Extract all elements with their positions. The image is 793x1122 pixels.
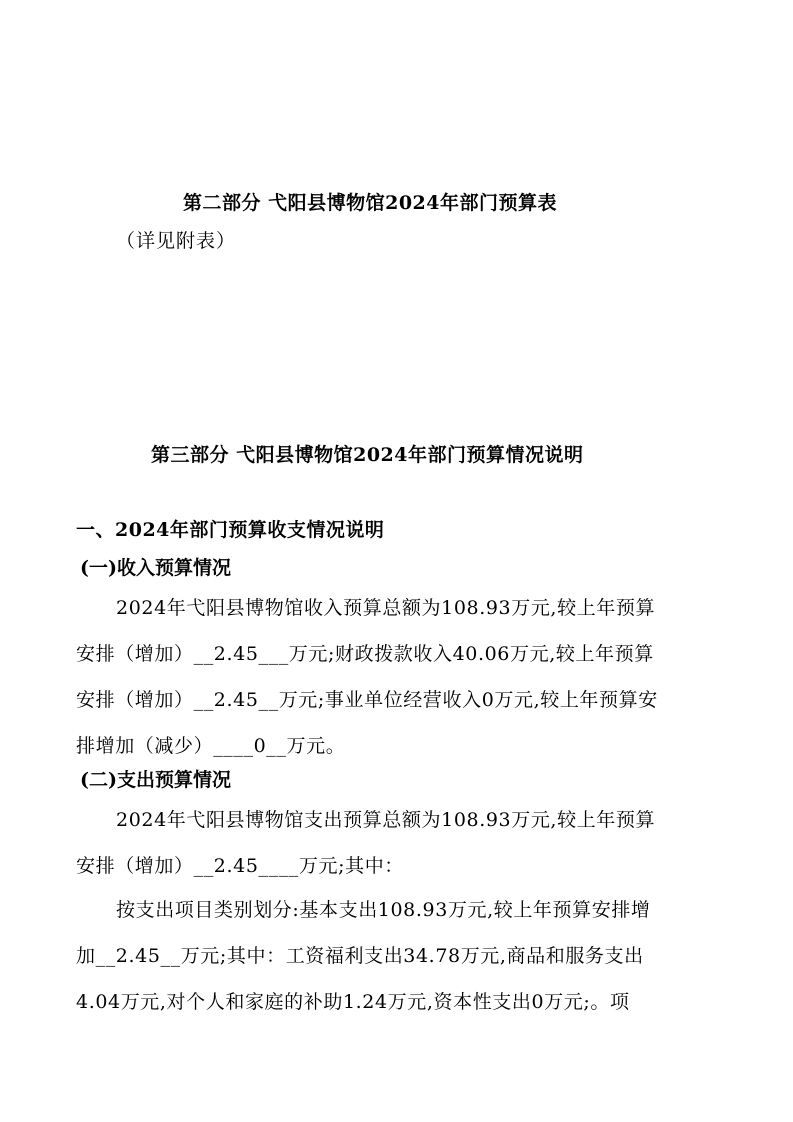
- expense-line: 2024年弋阳县博物馆支出预算总额为108.93万元,较上年预算: [116, 809, 656, 831]
- expense-detail-line: 4.04万元,对个人和家庭的补助1.24万元,资本性支出0万元;。项: [76, 991, 630, 1013]
- income-heading: (一)收入预算情况: [80, 557, 231, 579]
- part2-note: （详见附表）: [116, 230, 237, 252]
- income-line: 安排（增加）__2.45__万元;事业单位经营收入0万元,较上年预算安: [76, 689, 658, 711]
- income-paragraph: [76, 585, 716, 769]
- expense-line: 安排（增加）__2.45____万元;其中：: [76, 855, 404, 877]
- expense-detail-paragraph: [76, 887, 716, 1025]
- expense-heading: (二)支出预算情况: [80, 769, 231, 791]
- part2-title: 第二部分 弋阳县博物馆2024年部门预算表: [183, 192, 557, 214]
- income-line: 安排（增加）__2.45___万元;财政拨款收入40.06万元,较上年预算: [76, 643, 654, 665]
- income-line: 排增加（减少）____0__万元。: [76, 735, 346, 757]
- part3-title: 第三部分 弋阳县博物馆2024年部门预算情况说明: [151, 444, 584, 466]
- section1-heading: 一、2024年部门预算收支情况说明: [76, 519, 385, 541]
- income-line: 2024年弋阳县博物馆收入预算总额为108.93万元,较上年预算: [116, 597, 656, 619]
- expense-paragraph: [76, 797, 716, 889]
- expense-detail-line: 加__2.45__万元;其中：工资福利支出34.78万元,商品和服务支出: [76, 945, 644, 967]
- expense-detail-line: 按支出项目类别划分:基本支出108.93万元,较上年预算安排增: [116, 899, 651, 921]
